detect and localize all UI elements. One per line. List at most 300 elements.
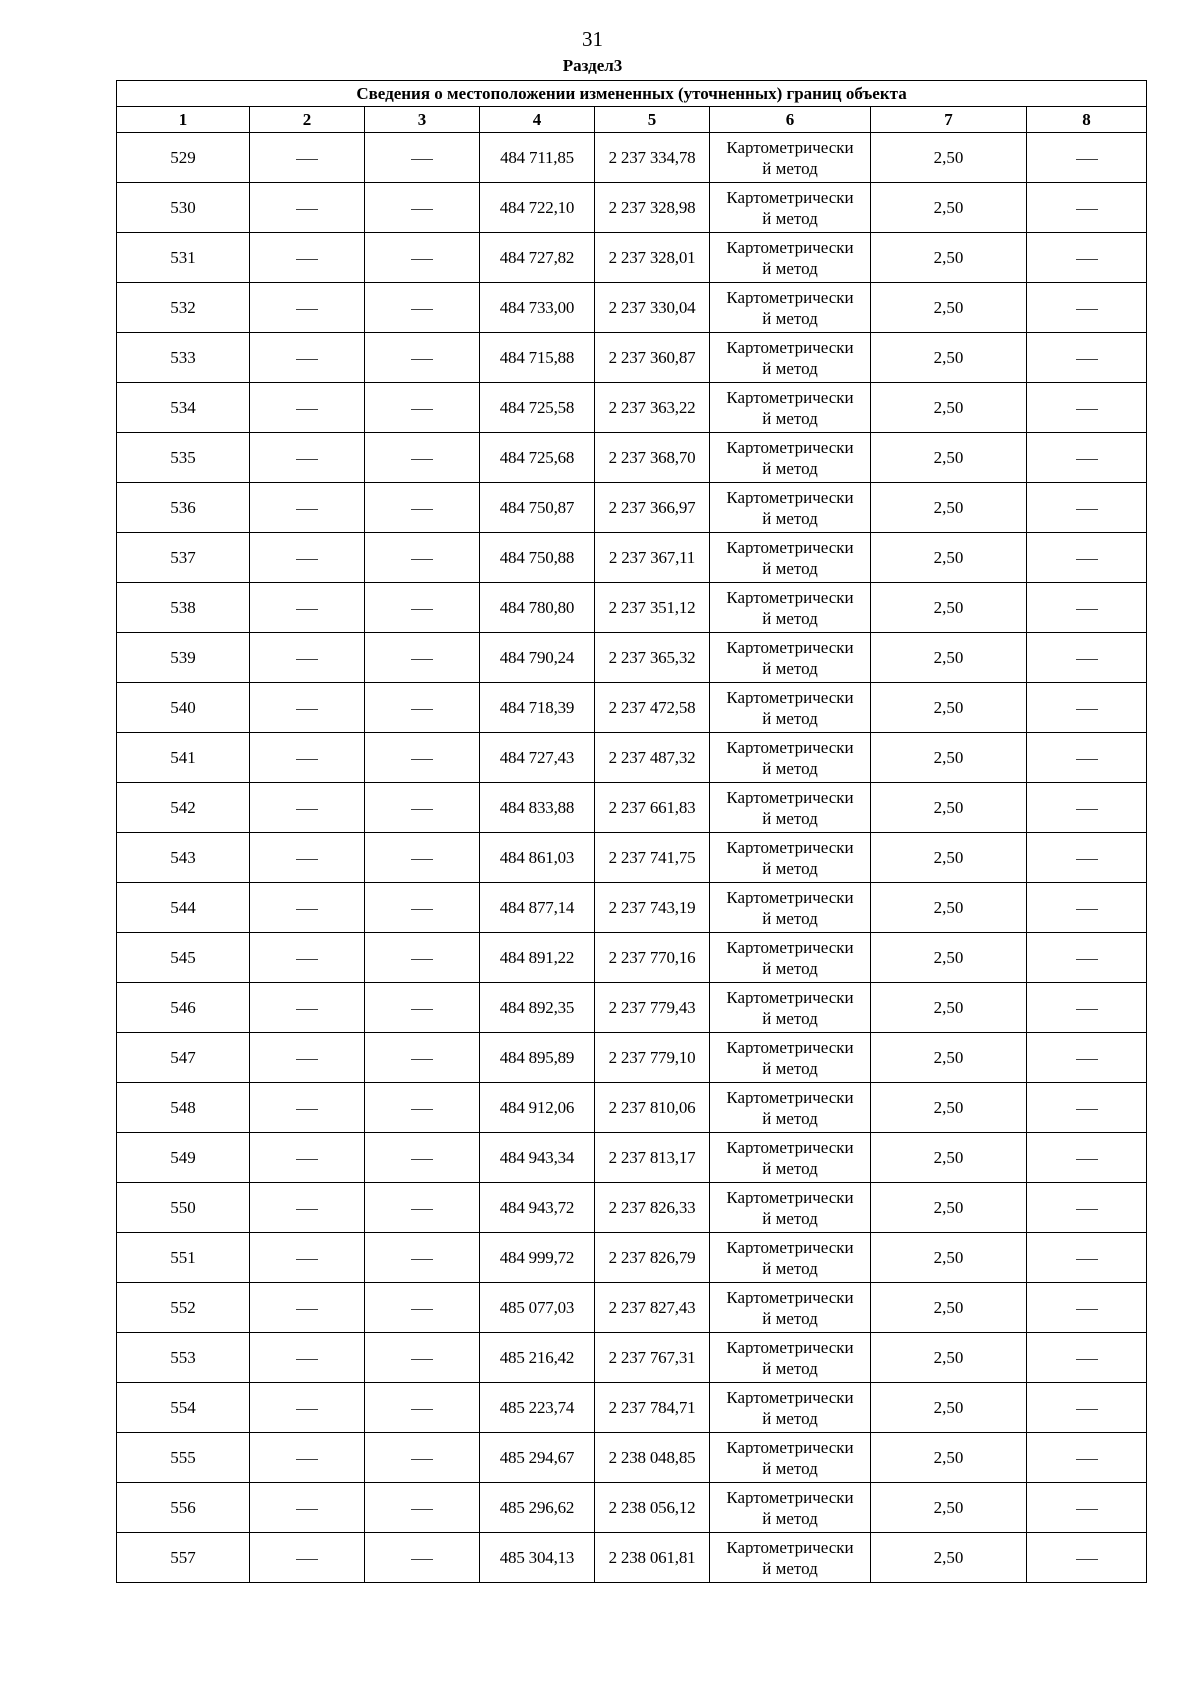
point-number-cell: 544 bbox=[117, 883, 250, 933]
new-y-cell: 2 237 363,22 bbox=[595, 383, 710, 433]
dash-mark bbox=[411, 1059, 433, 1060]
point-number-cell: 555 bbox=[117, 1433, 250, 1483]
new-x-cell: 484 999,72 bbox=[480, 1233, 595, 1283]
old-x-cell bbox=[250, 983, 365, 1033]
accuracy-cell: 2,50 bbox=[871, 333, 1027, 383]
new-x-cell: 485 077,03 bbox=[480, 1283, 595, 1333]
method-cell bbox=[710, 833, 871, 883]
new-x-cell: 484 711,85 bbox=[480, 133, 595, 183]
description-cell bbox=[1027, 333, 1147, 383]
dash-mark bbox=[1076, 1209, 1098, 1210]
description-cell bbox=[1027, 1233, 1147, 1283]
dash-mark bbox=[411, 709, 433, 710]
dash-mark bbox=[1076, 309, 1098, 310]
dash-mark bbox=[411, 1159, 433, 1160]
new-x-cell: 484 912,06 bbox=[480, 1083, 595, 1133]
column-number-6: 6 bbox=[710, 107, 871, 133]
dash-mark bbox=[1076, 1459, 1098, 1460]
old-y-cell bbox=[365, 1133, 480, 1183]
method-line-1: Картометрически bbox=[726, 837, 854, 857]
dash-mark bbox=[411, 609, 433, 610]
table-row bbox=[117, 1483, 1147, 1533]
dash-mark bbox=[296, 1309, 318, 1310]
new-x-cell: 485 296,62 bbox=[480, 1483, 595, 1533]
method-cell bbox=[710, 1433, 871, 1483]
dash-mark bbox=[411, 159, 433, 160]
method-cell bbox=[710, 1083, 871, 1133]
table-row bbox=[117, 483, 1147, 533]
old-x-cell bbox=[250, 483, 365, 533]
method-line-1: Картометрически bbox=[726, 1337, 854, 1357]
dash-mark bbox=[296, 1159, 318, 1160]
description-cell bbox=[1027, 883, 1147, 933]
old-x-cell bbox=[250, 883, 365, 933]
dash-mark bbox=[411, 1559, 433, 1560]
point-number-cell: 529 bbox=[117, 133, 250, 183]
dash-mark bbox=[1076, 259, 1098, 260]
point-number-cell: 554 bbox=[117, 1383, 250, 1433]
description-cell bbox=[1027, 1433, 1147, 1483]
old-y-cell bbox=[365, 933, 480, 983]
dash-mark bbox=[296, 1209, 318, 1210]
dash-mark bbox=[1076, 509, 1098, 510]
method-cell bbox=[710, 1233, 871, 1283]
dash-mark bbox=[296, 759, 318, 760]
point-number-cell: 545 bbox=[117, 933, 250, 983]
new-y-cell: 2 238 061,81 bbox=[595, 1533, 710, 1583]
point-number-cell: 534 bbox=[117, 383, 250, 433]
new-x-cell: 485 216,42 bbox=[480, 1333, 595, 1383]
description-cell bbox=[1027, 583, 1147, 633]
dash-mark bbox=[296, 859, 318, 860]
method-line-2: й метод bbox=[762, 1208, 818, 1228]
new-y-cell: 2 238 056,12 bbox=[595, 1483, 710, 1533]
dash-mark bbox=[411, 1409, 433, 1410]
method-cell bbox=[710, 283, 871, 333]
dash-mark bbox=[411, 1109, 433, 1110]
method-line-1: Картометрически bbox=[726, 137, 854, 157]
column-number-1: 1 bbox=[117, 107, 250, 133]
table-row bbox=[117, 683, 1147, 733]
description-cell bbox=[1027, 1133, 1147, 1183]
old-x-cell bbox=[250, 533, 365, 583]
accuracy-cell: 2,50 bbox=[871, 883, 1027, 933]
dash-mark bbox=[296, 159, 318, 160]
table-row bbox=[117, 1233, 1147, 1283]
method-line-2: й метод bbox=[762, 158, 818, 178]
table-row bbox=[117, 433, 1147, 483]
dash-mark bbox=[296, 709, 318, 710]
method-line-1: Картометрически bbox=[726, 537, 854, 557]
method-line-1: Картометрически bbox=[726, 1137, 854, 1157]
table-caption: Сведения о местоположении измененных (уточненных) границ объекта bbox=[117, 81, 1147, 107]
old-x-cell bbox=[250, 133, 365, 183]
old-x-cell bbox=[250, 383, 365, 433]
new-y-cell: 2 237 779,10 bbox=[595, 1033, 710, 1083]
method-line-1: Картометрически bbox=[726, 337, 854, 357]
dash-mark bbox=[411, 1259, 433, 1260]
column-number-8: 8 bbox=[1027, 107, 1147, 133]
method-cell bbox=[710, 383, 871, 433]
method-cell bbox=[710, 983, 871, 1033]
new-y-cell: 2 237 826,33 bbox=[595, 1183, 710, 1233]
description-cell bbox=[1027, 983, 1147, 1033]
description-cell bbox=[1027, 283, 1147, 333]
dash-mark bbox=[1076, 209, 1098, 210]
point-number-cell: 539 bbox=[117, 633, 250, 683]
table-body bbox=[117, 133, 1147, 1583]
table-row bbox=[117, 733, 1147, 783]
table-row bbox=[117, 1433, 1147, 1483]
old-y-cell bbox=[365, 1183, 480, 1233]
method-line-1: Картометрически bbox=[726, 237, 854, 257]
dash-mark bbox=[296, 509, 318, 510]
new-y-cell: 2 237 472,58 bbox=[595, 683, 710, 733]
new-x-cell: 485 294,67 bbox=[480, 1433, 595, 1483]
method-line-1: Картометрически bbox=[726, 1487, 854, 1507]
new-y-cell: 2 237 770,16 bbox=[595, 933, 710, 983]
table-row bbox=[117, 1033, 1147, 1083]
new-x-cell: 484 895,89 bbox=[480, 1033, 595, 1083]
dash-mark bbox=[1076, 1259, 1098, 1260]
method-line-2: й метод bbox=[762, 208, 818, 228]
old-y-cell bbox=[365, 483, 480, 533]
old-x-cell bbox=[250, 683, 365, 733]
old-y-cell bbox=[365, 733, 480, 783]
new-y-cell: 2 237 779,43 bbox=[595, 983, 710, 1033]
table-row bbox=[117, 1283, 1147, 1333]
method-line-1: Картометрически bbox=[726, 1287, 854, 1307]
new-x-cell: 484 715,88 bbox=[480, 333, 595, 383]
old-x-cell bbox=[250, 1383, 365, 1433]
method-line-2: й метод bbox=[762, 1408, 818, 1428]
table-row bbox=[117, 183, 1147, 233]
dash-mark bbox=[411, 209, 433, 210]
method-line-2: й метод bbox=[762, 358, 818, 378]
accuracy-cell: 2,50 bbox=[871, 1233, 1027, 1283]
old-y-cell bbox=[365, 333, 480, 383]
dash-mark bbox=[1076, 609, 1098, 610]
new-x-cell: 484 943,34 bbox=[480, 1133, 595, 1183]
dash-mark bbox=[411, 359, 433, 360]
method-line-1: Картометрически bbox=[726, 1437, 854, 1457]
new-x-cell: 484 718,39 bbox=[480, 683, 595, 733]
old-x-cell bbox=[250, 1033, 365, 1083]
accuracy-cell: 2,50 bbox=[871, 583, 1027, 633]
dash-mark bbox=[296, 909, 318, 910]
table-row bbox=[117, 1133, 1147, 1183]
accuracy-cell: 2,50 bbox=[871, 833, 1027, 883]
new-y-cell: 2 237 330,04 bbox=[595, 283, 710, 333]
method-line-1: Картометрически bbox=[726, 637, 854, 657]
column-number-7: 7 bbox=[871, 107, 1027, 133]
old-x-cell bbox=[250, 1533, 365, 1583]
dash-mark bbox=[296, 1509, 318, 1510]
table-row bbox=[117, 583, 1147, 633]
old-y-cell bbox=[365, 433, 480, 483]
accuracy-cell: 2,50 bbox=[871, 483, 1027, 533]
description-cell bbox=[1027, 933, 1147, 983]
table-row bbox=[117, 983, 1147, 1033]
accuracy-cell: 2,50 bbox=[871, 1133, 1027, 1183]
table-row bbox=[117, 1083, 1147, 1133]
method-cell bbox=[710, 1033, 871, 1083]
point-number-cell: 548 bbox=[117, 1083, 250, 1133]
new-x-cell: 484 877,14 bbox=[480, 883, 595, 933]
column-number-3: 3 bbox=[365, 107, 480, 133]
new-y-cell: 2 237 767,31 bbox=[595, 1333, 710, 1383]
old-x-cell bbox=[250, 583, 365, 633]
point-number-cell: 546 bbox=[117, 983, 250, 1033]
accuracy-cell: 2,50 bbox=[871, 283, 1027, 333]
column-number-2: 2 bbox=[250, 107, 365, 133]
method-line-2: й метод bbox=[762, 958, 818, 978]
new-x-cell: 485 304,13 bbox=[480, 1533, 595, 1583]
point-number-cell: 550 bbox=[117, 1183, 250, 1233]
method-line-2: й метод bbox=[762, 1108, 818, 1128]
point-number-cell: 552 bbox=[117, 1283, 250, 1333]
dash-mark bbox=[296, 209, 318, 210]
point-number-cell: 540 bbox=[117, 683, 250, 733]
description-cell bbox=[1027, 1283, 1147, 1333]
table-row bbox=[117, 1533, 1147, 1583]
new-x-cell: 484 750,87 bbox=[480, 483, 595, 533]
method-cell bbox=[710, 883, 871, 933]
new-y-cell: 2 238 048,85 bbox=[595, 1433, 710, 1483]
old-x-cell bbox=[250, 333, 365, 383]
method-line-1: Картометрически bbox=[726, 1237, 854, 1257]
dash-mark bbox=[296, 1009, 318, 1010]
new-x-cell: 484 780,80 bbox=[480, 583, 595, 633]
new-x-cell: 484 733,00 bbox=[480, 283, 595, 333]
old-x-cell bbox=[250, 1433, 365, 1483]
method-line-1: Картометрически bbox=[726, 1387, 854, 1407]
method-cell bbox=[710, 1483, 871, 1533]
dash-mark bbox=[411, 409, 433, 410]
dash-mark bbox=[411, 959, 433, 960]
description-cell bbox=[1027, 533, 1147, 583]
dash-mark bbox=[411, 309, 433, 310]
accuracy-cell: 2,50 bbox=[871, 983, 1027, 1033]
method-cell bbox=[710, 433, 871, 483]
dash-mark bbox=[1076, 1109, 1098, 1110]
dash-mark bbox=[411, 909, 433, 910]
dash-mark bbox=[1076, 409, 1098, 410]
new-x-cell: 484 833,88 bbox=[480, 783, 595, 833]
old-x-cell bbox=[250, 933, 365, 983]
point-number-cell: 530 bbox=[117, 183, 250, 233]
table-row bbox=[117, 1383, 1147, 1433]
method-line-1: Картометрически bbox=[726, 987, 854, 1007]
old-y-cell bbox=[365, 833, 480, 883]
dash-mark bbox=[296, 1259, 318, 1260]
new-y-cell: 2 237 328,98 bbox=[595, 183, 710, 233]
old-y-cell bbox=[365, 1533, 480, 1583]
method-line-2: й метод bbox=[762, 1008, 818, 1028]
accuracy-cell: 2,50 bbox=[871, 633, 1027, 683]
method-cell bbox=[710, 633, 871, 683]
point-number-cell: 537 bbox=[117, 533, 250, 583]
method-cell bbox=[710, 533, 871, 583]
dash-mark bbox=[296, 809, 318, 810]
method-line-2: й метод bbox=[762, 1508, 818, 1528]
new-y-cell: 2 237 784,71 bbox=[595, 1383, 710, 1433]
table-row bbox=[117, 533, 1147, 583]
dash-mark bbox=[1076, 1309, 1098, 1310]
point-number-cell: 543 bbox=[117, 833, 250, 883]
accuracy-cell: 2,50 bbox=[871, 683, 1027, 733]
old-x-cell bbox=[250, 1183, 365, 1233]
dash-mark bbox=[411, 559, 433, 560]
method-line-1: Картометрически bbox=[726, 437, 854, 457]
description-cell bbox=[1027, 233, 1147, 283]
point-number-cell: 538 bbox=[117, 583, 250, 633]
description-cell bbox=[1027, 833, 1147, 883]
point-number-cell: 541 bbox=[117, 733, 250, 783]
accuracy-cell: 2,50 bbox=[871, 533, 1027, 583]
method-cell bbox=[710, 133, 871, 183]
new-y-cell: 2 237 351,12 bbox=[595, 583, 710, 633]
old-y-cell bbox=[365, 1083, 480, 1133]
old-y-cell bbox=[365, 1483, 480, 1533]
old-y-cell bbox=[365, 983, 480, 1033]
new-y-cell: 2 237 368,70 bbox=[595, 433, 710, 483]
old-y-cell bbox=[365, 233, 480, 283]
description-cell bbox=[1027, 383, 1147, 433]
column-number-4: 4 bbox=[480, 107, 595, 133]
method-line-2: й метод bbox=[762, 908, 818, 928]
point-number-cell: 531 bbox=[117, 233, 250, 283]
accuracy-cell: 2,50 bbox=[871, 433, 1027, 483]
old-y-cell bbox=[365, 1033, 480, 1083]
dash-mark bbox=[1076, 959, 1098, 960]
dash-mark bbox=[1076, 159, 1098, 160]
accuracy-cell: 2,50 bbox=[871, 1383, 1027, 1433]
accuracy-cell: 2,50 bbox=[871, 233, 1027, 283]
new-x-cell: 484 943,72 bbox=[480, 1183, 595, 1233]
dash-mark bbox=[1076, 709, 1098, 710]
dash-mark bbox=[1076, 559, 1098, 560]
method-line-2: й метод bbox=[762, 1308, 818, 1328]
table-row bbox=[117, 633, 1147, 683]
point-number-cell: 556 bbox=[117, 1483, 250, 1533]
dash-mark bbox=[1076, 1009, 1098, 1010]
method-line-2: й метод bbox=[762, 1358, 818, 1378]
dash-mark bbox=[1076, 1059, 1098, 1060]
old-x-cell bbox=[250, 783, 365, 833]
description-cell bbox=[1027, 183, 1147, 233]
old-x-cell bbox=[250, 1283, 365, 1333]
method-line-1: Картометрически bbox=[726, 1537, 854, 1557]
dash-mark bbox=[1076, 1159, 1098, 1160]
description-cell bbox=[1027, 1383, 1147, 1433]
dash-mark bbox=[411, 509, 433, 510]
table-row bbox=[117, 333, 1147, 383]
table-row bbox=[117, 283, 1147, 333]
new-y-cell: 2 237 334,78 bbox=[595, 133, 710, 183]
dash-mark bbox=[411, 459, 433, 460]
method-cell bbox=[710, 233, 871, 283]
dash-mark bbox=[296, 1559, 318, 1560]
dash-mark bbox=[411, 659, 433, 660]
dash-mark bbox=[411, 1009, 433, 1010]
old-y-cell bbox=[365, 633, 480, 683]
dash-mark bbox=[1076, 1509, 1098, 1510]
dash-mark bbox=[1076, 859, 1098, 860]
description-cell bbox=[1027, 783, 1147, 833]
old-y-cell bbox=[365, 1433, 480, 1483]
method-line-2: й метод bbox=[762, 808, 818, 828]
old-x-cell bbox=[250, 1483, 365, 1533]
method-line-1: Картометрически bbox=[726, 887, 854, 907]
old-y-cell bbox=[365, 683, 480, 733]
method-line-1: Картометрически bbox=[726, 737, 854, 757]
point-number-cell: 553 bbox=[117, 1333, 250, 1383]
new-y-cell: 2 237 366,97 bbox=[595, 483, 710, 533]
old-x-cell bbox=[250, 433, 365, 483]
new-x-cell: 484 725,58 bbox=[480, 383, 595, 433]
method-line-2: й метод bbox=[762, 258, 818, 278]
table-row bbox=[117, 1333, 1147, 1383]
method-line-2: й метод bbox=[762, 708, 818, 728]
dash-mark bbox=[1076, 759, 1098, 760]
method-cell bbox=[710, 183, 871, 233]
description-cell bbox=[1027, 1333, 1147, 1383]
dash-mark bbox=[296, 309, 318, 310]
new-y-cell: 2 237 661,83 bbox=[595, 783, 710, 833]
method-line-1: Картометрически bbox=[726, 787, 854, 807]
method-line-1: Картометрически bbox=[726, 1037, 854, 1057]
table-row bbox=[117, 833, 1147, 883]
description-cell bbox=[1027, 733, 1147, 783]
method-line-1: Картометрически bbox=[726, 487, 854, 507]
dash-mark bbox=[1076, 459, 1098, 460]
new-x-cell: 484 891,22 bbox=[480, 933, 595, 983]
old-x-cell bbox=[250, 1233, 365, 1283]
description-cell bbox=[1027, 1533, 1147, 1583]
point-number-cell: 536 bbox=[117, 483, 250, 533]
dash-mark bbox=[1076, 809, 1098, 810]
table-row bbox=[117, 883, 1147, 933]
table-row bbox=[117, 783, 1147, 833]
column-number-5: 5 bbox=[595, 107, 710, 133]
new-x-cell: 484 750,88 bbox=[480, 533, 595, 583]
dash-mark bbox=[296, 459, 318, 460]
new-y-cell: 2 237 328,01 bbox=[595, 233, 710, 283]
accuracy-cell: 2,50 bbox=[871, 1033, 1027, 1083]
old-y-cell bbox=[365, 883, 480, 933]
dash-mark bbox=[411, 809, 433, 810]
accuracy-cell: 2,50 bbox=[871, 1183, 1027, 1233]
description-cell bbox=[1027, 1083, 1147, 1133]
old-y-cell bbox=[365, 583, 480, 633]
dash-mark bbox=[411, 1359, 433, 1360]
dash-mark bbox=[296, 609, 318, 610]
new-y-cell: 2 237 365,32 bbox=[595, 633, 710, 683]
method-line-2: й метод bbox=[762, 658, 818, 678]
old-x-cell bbox=[250, 733, 365, 783]
dash-mark bbox=[296, 1459, 318, 1460]
new-y-cell: 2 237 487,32 bbox=[595, 733, 710, 783]
method-cell bbox=[710, 483, 871, 533]
dash-mark bbox=[1076, 1409, 1098, 1410]
description-cell bbox=[1027, 1033, 1147, 1083]
dash-mark bbox=[296, 259, 318, 260]
old-x-cell bbox=[250, 633, 365, 683]
description-cell bbox=[1027, 633, 1147, 683]
dash-mark bbox=[296, 1059, 318, 1060]
point-number-cell: 533 bbox=[117, 333, 250, 383]
